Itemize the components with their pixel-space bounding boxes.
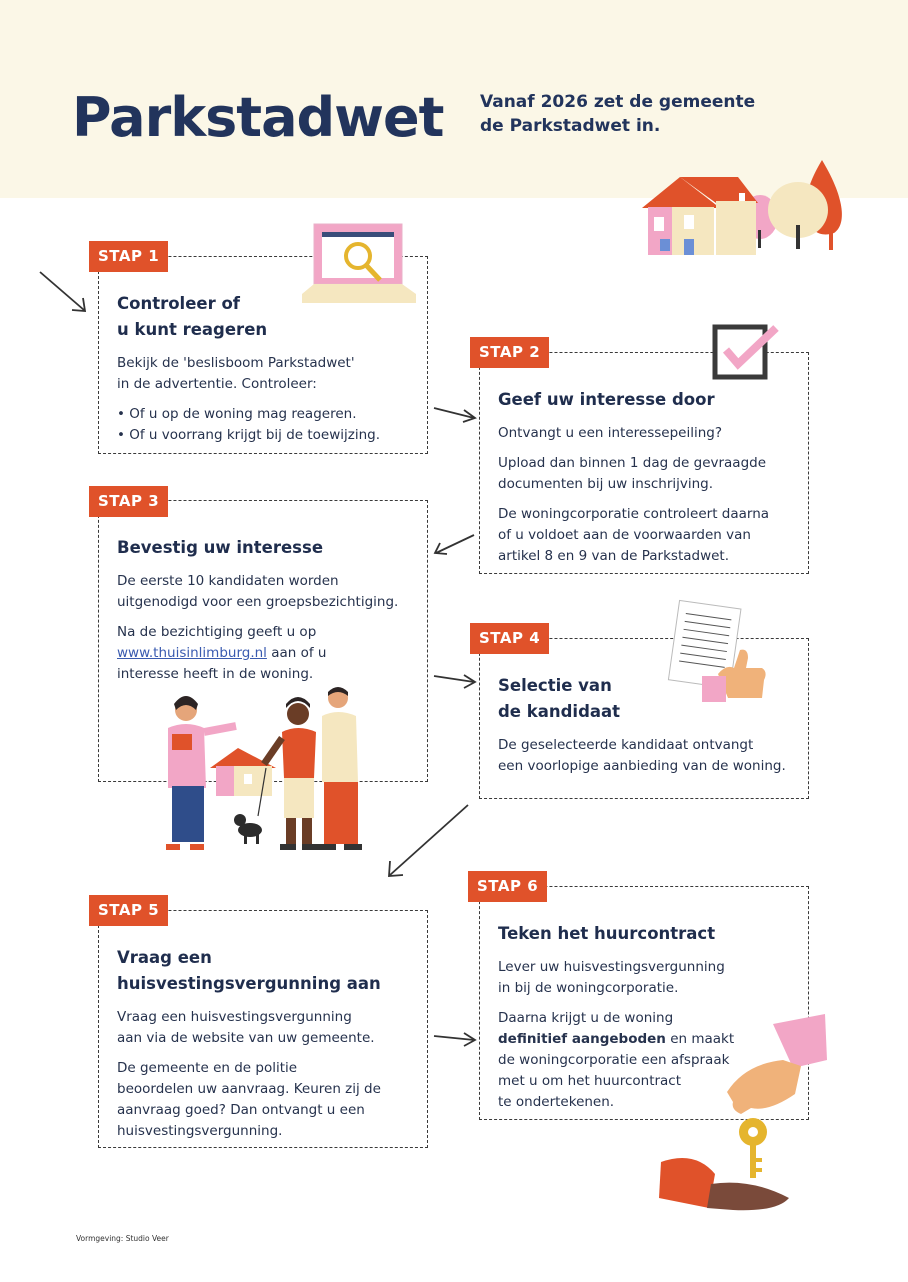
step-1-text: Bekijk de 'beslisboom Parkstadwet' in de advertentie. Controleer:	[117, 355, 355, 392]
step-2-text-2: Upload dan binnen 1 dag de gevraagde documenten bij uw inschrijving.	[498, 455, 767, 492]
step-1-badge: STAP 1	[89, 241, 168, 272]
step-1-heading: Controleer of u kunt reageren	[117, 294, 268, 339]
step-6-text-2: Daarna krijgt u de woning definitief aangeboden en maakt de woningcorporatie een afspraak met u om het huurcontract te ondertekenen.	[498, 1010, 735, 1110]
thuisinlimburg-link[interactable]: www.thuisinlimburg.nl	[117, 645, 267, 661]
step-6-text-1: Lever uw huisvestingsvergunning in bij de woningcorporatie.	[498, 959, 725, 996]
step-6-heading: Teken het huurcontract	[498, 924, 716, 943]
step-6-badge: STAP 6	[468, 871, 547, 902]
laptop-magnifier-icon	[300, 222, 418, 306]
step-2-badge: STAP 2	[470, 337, 549, 368]
design-credit: Vormgeving: Studio Veer	[76, 1234, 169, 1243]
step-4-text: De geselecteerde kandidaat ontvangt een voorlopige aanbieding van de woning.	[498, 737, 786, 774]
arrow-icon	[384, 803, 470, 879]
arrow-icon	[432, 672, 478, 690]
step-3-text-2: Na de bezichtiging geeft u op www.thuisinlimburg.nl aan of u interesse heeft in de woning.	[117, 624, 327, 682]
step-2-text-1: Ontvangt u een interessepeiling?	[498, 425, 723, 441]
document-thumbs-up-icon	[662, 602, 772, 706]
arrow-icon	[432, 533, 476, 557]
step-4-heading: Selectie van de kandidaat	[498, 676, 621, 721]
step-5-text-2: De gemeente en de politie beoordelen uw aanvraag. Keuren zij de aanvraag goed? Dan ontvangt u een huisvestingsvergunning.	[117, 1060, 381, 1139]
list-item: • Of u voorrang krijgt bij de toewijzing.	[117, 427, 381, 443]
step-3-heading: Bevestig uw interesse	[117, 538, 324, 557]
hand-key-icon	[655, 1012, 830, 1217]
step-5-heading: Vraag een huisvestingsvergunning aan	[117, 948, 381, 993]
page-subtitle: Vanaf 2026 zet de gemeente de Parkstadwet in.	[480, 92, 756, 136]
step-5-badge: STAP 5	[89, 895, 168, 926]
people-viewing-icon	[158, 686, 368, 858]
list-item: • Of u op de woning mag reageren.	[117, 406, 357, 422]
arrow-icon	[432, 1030, 478, 1048]
step-3-badge: STAP 3	[89, 486, 168, 517]
arrow-icon	[432, 404, 478, 426]
checkbox-icon	[712, 322, 782, 380]
step-2-card	[479, 352, 809, 574]
houses-trees-icon	[640, 155, 860, 260]
step-4-badge: STAP 4	[470, 623, 549, 654]
arrow-icon	[38, 270, 90, 315]
step-5-card	[98, 910, 428, 1148]
page-title: Parkstadwet	[72, 86, 444, 149]
step-2-text-3: De woningcorporatie controleert daarna of u voldoet aan de voorwaarden van artikel 8 en 9 van de Parkstadwet.	[498, 506, 770, 564]
step-3-text-1: De eerste 10 kandidaten worden uitgenodigd voor een groepsbezichtiging.	[117, 573, 399, 610]
step-5-text-1: Vraag een huisvestingsvergunning aan via de website van uw gemeente.	[117, 1009, 375, 1046]
step-2-heading: Geef uw interesse door	[498, 390, 715, 409]
step-1-list	[117, 404, 415, 446]
